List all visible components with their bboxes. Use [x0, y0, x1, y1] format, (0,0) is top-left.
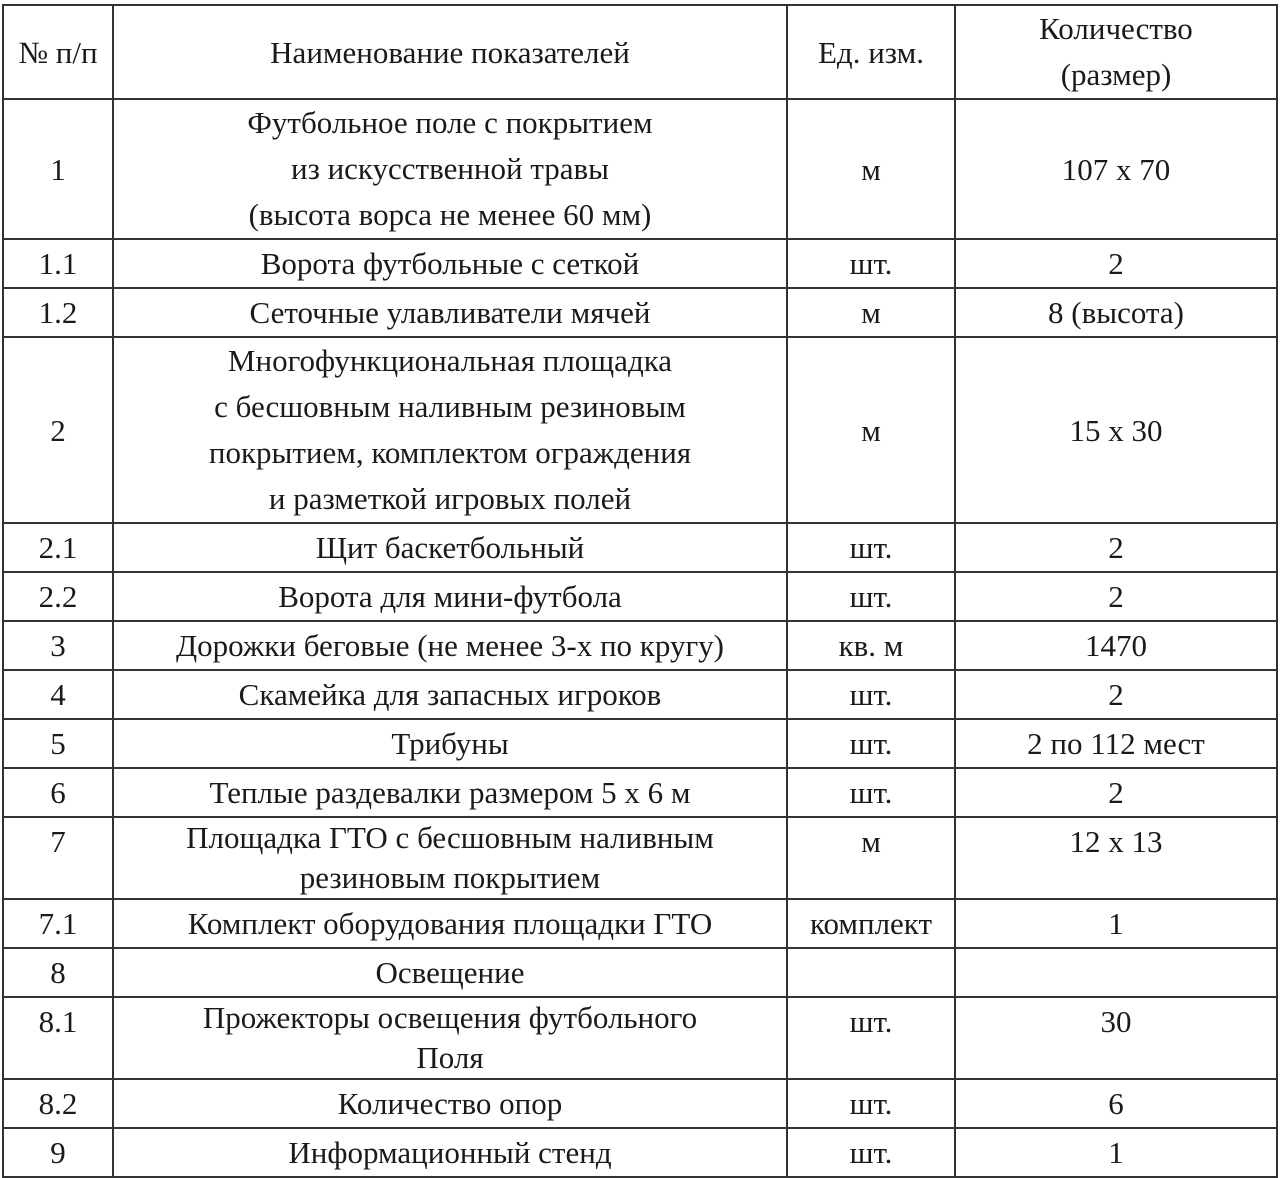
row-qty: 30: [955, 997, 1277, 1079]
table-row: [3, 99, 1277, 239]
row-unit: шт.: [787, 1128, 955, 1177]
table-row: [3, 997, 1277, 1079]
header-qty: [955, 5, 1277, 99]
row-qty: 2: [955, 670, 1277, 719]
header-num: № п/п: [3, 5, 113, 99]
table-row: [3, 1128, 1277, 1177]
indicators-table: [2, 4, 1278, 1178]
row-qty: 8 (высота): [955, 288, 1277, 337]
row-num: 8.1: [3, 997, 113, 1079]
table-row: [3, 572, 1277, 621]
row-qty: 2: [955, 239, 1277, 288]
row-name: [113, 1079, 787, 1128]
row-num: 1: [3, 99, 113, 239]
row-name-line: Освещение: [375, 955, 525, 990]
row-name: [113, 99, 787, 239]
row-name-line: резиновым покрытием: [299, 860, 601, 895]
row-qty: 12 х 13: [955, 817, 1277, 899]
row-name-line: Дорожки беговые (не менее 3-х по кругу): [176, 628, 724, 663]
row-unit: [787, 948, 955, 997]
row-name-line: (высота ворса не менее 60 мм): [248, 197, 652, 232]
row-name-line: Футбольное поле с покрытием: [247, 105, 653, 140]
row-qty: 2: [955, 523, 1277, 572]
row-num: 4: [3, 670, 113, 719]
row-name-line: Теплые раздевалки размером 5 х 6 м: [209, 775, 691, 810]
table-header-row: [3, 5, 1277, 99]
row-qty: 2 по 112 мест: [955, 719, 1277, 768]
row-name: [113, 239, 787, 288]
row-num: 1.2: [3, 288, 113, 337]
row-unit: шт.: [787, 523, 955, 572]
row-name-line: Скамейка для запасных игроков: [238, 677, 662, 712]
row-name: [113, 997, 787, 1079]
table-row: [3, 719, 1277, 768]
row-unit: кв. м: [787, 621, 955, 670]
row-unit: м: [787, 817, 955, 899]
row-name: [113, 719, 787, 768]
row-num: 5: [3, 719, 113, 768]
table-row: [3, 523, 1277, 572]
row-name-line: Прожекторы освещения футбольного: [202, 1000, 698, 1035]
row-num: 7: [3, 817, 113, 899]
row-name-line: Ворота для мини-футбола: [278, 579, 622, 614]
row-name-line: Трибуны: [391, 726, 509, 761]
row-unit: шт.: [787, 768, 955, 817]
row-name: [113, 288, 787, 337]
row-name-line: Площадка ГТО с бесшовным наливным: [186, 820, 714, 855]
row-name-line: Щит баскетбольный: [315, 530, 585, 565]
row-unit: м: [787, 99, 955, 239]
row-num: 7.1: [3, 899, 113, 948]
row-num: 2.2: [3, 572, 113, 621]
row-qty: 2: [955, 768, 1277, 817]
row-name: [113, 817, 787, 899]
table-row: [3, 337, 1277, 523]
row-num: 6: [3, 768, 113, 817]
row-name-line: Многофункциональная площадка: [227, 343, 673, 378]
row-name: [113, 670, 787, 719]
row-unit: м: [787, 337, 955, 523]
header-name: Наименование показателей: [113, 5, 787, 99]
row-unit: шт.: [787, 997, 955, 1079]
row-name-line: Поля: [416, 1040, 484, 1075]
row-name-line: из искусственной травы: [290, 151, 609, 186]
row-name-line: с бесшовным наливным резиновым: [214, 389, 686, 424]
row-qty: 1: [955, 899, 1277, 948]
row-num: 9: [3, 1128, 113, 1177]
row-name-line: покрытием, комплектом ограждения: [208, 435, 692, 470]
row-qty: 6: [955, 1079, 1277, 1128]
table-row: [3, 1079, 1277, 1128]
row-qty: [955, 948, 1277, 997]
row-num: 1.1: [3, 239, 113, 288]
row-unit: шт.: [787, 1079, 955, 1128]
row-unit: шт.: [787, 670, 955, 719]
row-unit: комплект: [787, 899, 955, 948]
row-num: 3: [3, 621, 113, 670]
row-unit: шт.: [787, 239, 955, 288]
row-name-line: и разметкой игровых полей: [268, 481, 632, 516]
row-num: 2: [3, 337, 113, 523]
table-row: [3, 288, 1277, 337]
row-name: [113, 1128, 787, 1177]
row-unit: шт.: [787, 572, 955, 621]
row-qty: 2: [955, 572, 1277, 621]
row-name: [113, 337, 787, 523]
row-name: [113, 621, 787, 670]
row-name: [113, 572, 787, 621]
header-qty-line2: (размер): [1060, 57, 1172, 92]
header-qty-line1: Количество: [1039, 11, 1193, 46]
row-unit: шт.: [787, 719, 955, 768]
row-qty: 107 х 70: [955, 99, 1277, 239]
row-num: 2.1: [3, 523, 113, 572]
table-row: [3, 670, 1277, 719]
row-unit: м: [787, 288, 955, 337]
table-row: [3, 817, 1277, 899]
table-row: [3, 768, 1277, 817]
table-row: [3, 621, 1277, 670]
table-row: [3, 239, 1277, 288]
table-row: [3, 899, 1277, 948]
row-name: [113, 948, 787, 997]
header-unit: Ед. изм.: [787, 5, 955, 99]
row-num: 8: [3, 948, 113, 997]
row-name-line: Ворота футбольные с сеткой: [260, 246, 640, 281]
row-name: [113, 899, 787, 948]
row-name-line: Комплект оборудования площадки ГТО: [187, 906, 713, 941]
row-num: 8.2: [3, 1079, 113, 1128]
row-name-line: Сеточные улавливатели мячей: [249, 295, 651, 330]
row-name: [113, 523, 787, 572]
row-qty: 1470: [955, 621, 1277, 670]
table-row: [3, 948, 1277, 997]
row-qty: 1: [955, 1128, 1277, 1177]
row-qty: 15 х 30: [955, 337, 1277, 523]
row-name-line: Количество опор: [337, 1086, 563, 1121]
row-name-line: Информационный стенд: [288, 1135, 612, 1170]
row-name: [113, 768, 787, 817]
